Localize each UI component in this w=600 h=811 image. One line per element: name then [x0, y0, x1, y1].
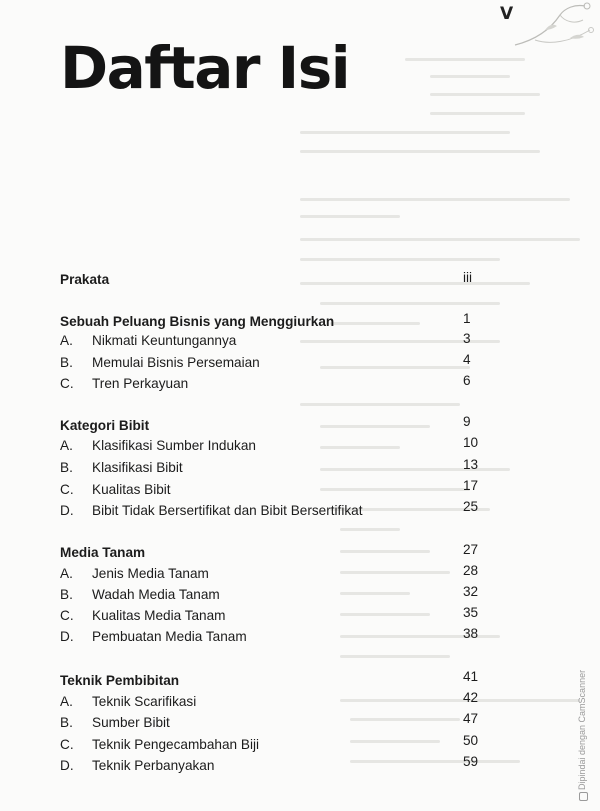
toc-chapter-page: 1: [463, 311, 471, 326]
toc-item[interactable]: Wadah Media Tanam: [92, 587, 220, 602]
toc-item-page: 32: [463, 584, 479, 599]
toc-item-letter: C.: [60, 376, 74, 391]
toc-item-letter: D.: [60, 503, 74, 518]
toc-item-page: 35: [463, 605, 479, 620]
toc-chapter-title[interactable]: Kategori Bibit: [60, 418, 150, 433]
toc-item[interactable]: Kualitas Bibit: [92, 482, 171, 497]
toc-item-page: 4: [463, 352, 471, 367]
toc-item-letter: A.: [60, 694, 73, 709]
toc-item-page: 3: [463, 331, 471, 346]
toc-item[interactable]: Teknik Scarifikasi: [92, 694, 197, 709]
toc-item-page: 13: [463, 457, 479, 472]
toc-item-page: 38: [463, 626, 479, 641]
toc-item-letter: A.: [60, 438, 73, 453]
toc-item[interactable]: Bibit Tidak Bersertifikat dan Bibit Bersertifikat: [92, 503, 363, 518]
toc-item-page: 6: [463, 373, 471, 388]
toc-item[interactable]: Sumber Bibit: [92, 715, 170, 730]
scanner-watermark: Dipindai dengan CamScanner: [577, 669, 587, 790]
toc-item-page: 59: [463, 754, 479, 769]
toc-item[interactable]: Nikmati Keuntungannya: [92, 333, 237, 348]
toc-item-letter: B.: [60, 355, 73, 370]
toc-preface-page: iii: [463, 270, 473, 285]
toc-item[interactable]: Memulai Bisnis Persemaian: [92, 355, 260, 370]
toc-item-letter: A.: [60, 333, 73, 348]
toc-chapter-title[interactable]: Media Tanam: [60, 545, 146, 560]
toc-chapter-page: 27: [463, 542, 479, 557]
toc-item[interactable]: Teknik Perbanyakan: [92, 758, 215, 773]
toc-item-letter: A.: [60, 566, 73, 581]
toc-item[interactable]: Teknik Pengecambahan Biji: [92, 737, 260, 752]
toc-item-letter: C.: [60, 608, 74, 623]
toc-item[interactable]: Pembuatan Media Tanam: [92, 629, 247, 644]
toc-chapter-page: 41: [463, 669, 479, 684]
toc-item-page: 25: [463, 499, 479, 514]
floral-ornament-icon: [505, 0, 600, 60]
toc-item-page: 28: [463, 563, 479, 578]
toc-item[interactable]: Kualitas Media Tanam: [92, 608, 226, 623]
toc-item-page: 47: [463, 711, 479, 726]
toc-chapter-title[interactable]: Teknik Pembibitan: [60, 673, 180, 688]
toc-item-letter: C.: [60, 482, 74, 497]
toc-item[interactable]: Tren Perkayuan: [92, 376, 189, 391]
toc-item-letter: C.: [60, 737, 74, 752]
toc-item-letter: B.: [60, 587, 73, 602]
toc-item[interactable]: Klasifikasi Bibit: [92, 460, 183, 475]
toc-item-page: 42: [463, 690, 479, 705]
toc-item[interactable]: Jenis Media Tanam: [92, 566, 209, 581]
toc-item-page: 50: [463, 733, 479, 748]
toc-item-letter: D.: [60, 758, 74, 773]
toc-item-page: 17: [463, 478, 479, 493]
toc-item-page: 10: [463, 435, 479, 450]
toc-item-letter: B.: [60, 715, 73, 730]
toc-chapter-title[interactable]: Sebuah Peluang Bisnis yang Menggiurkan: [60, 314, 335, 329]
toc-preface[interactable]: Prakata: [60, 272, 110, 287]
toc-item-letter: B.: [60, 460, 73, 475]
page-number: V: [500, 4, 514, 24]
toc-item[interactable]: Klasifikasi Sumber Indukan: [92, 438, 256, 453]
page-title: Daftar Isi: [60, 34, 350, 102]
camscanner-icon: [579, 792, 588, 801]
toc-item-letter: D.: [60, 629, 74, 644]
toc-chapter-page: 9: [463, 414, 471, 429]
